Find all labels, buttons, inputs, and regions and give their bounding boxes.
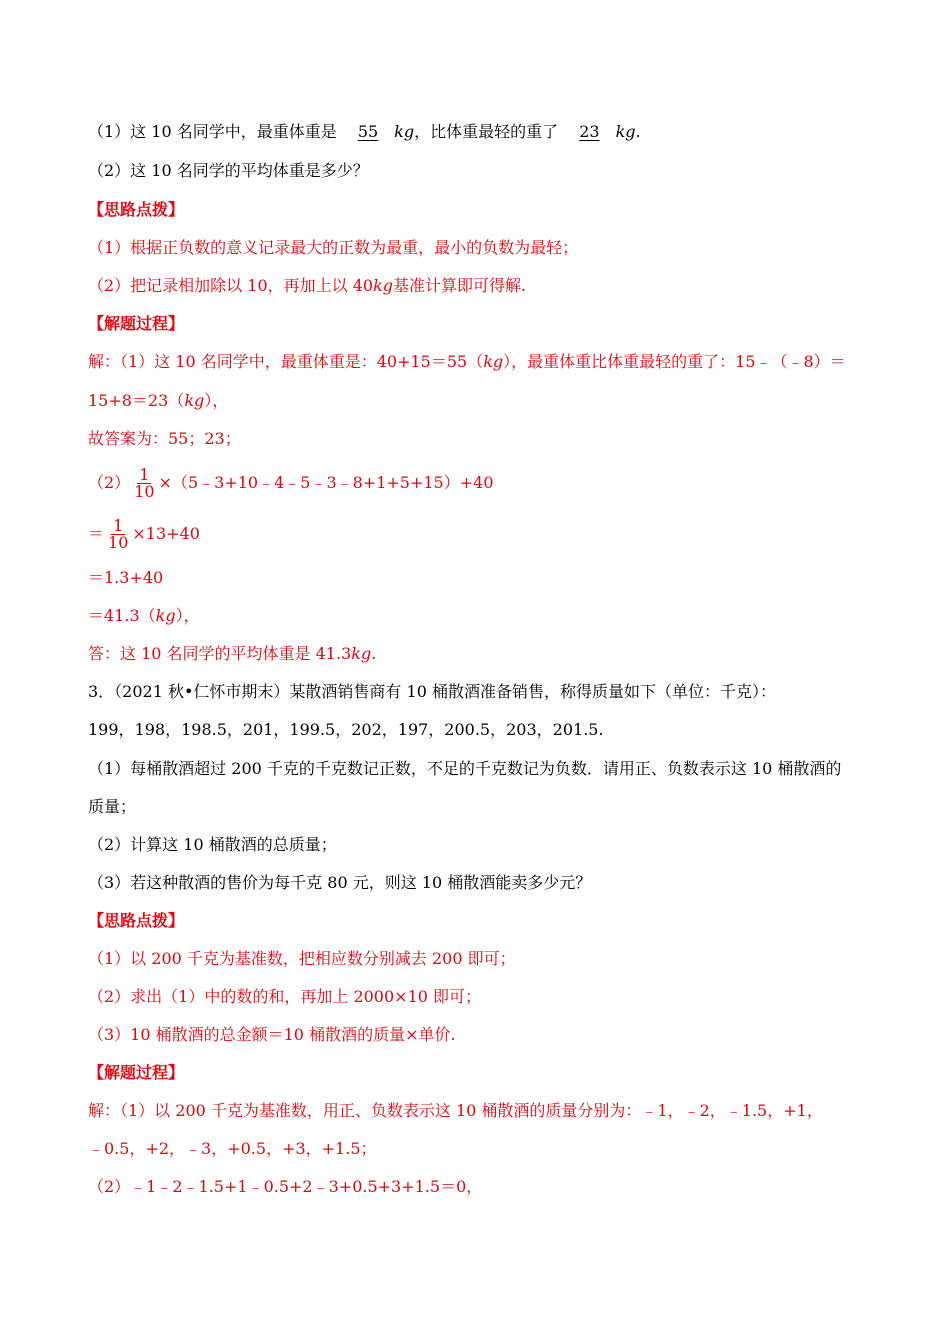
- q3-hint1: （1）以 200 千克为基准数，把相应数分别减去 200 即可；: [88, 949, 516, 968]
- q2-solution-line2: 15+8＝23（kg），: [88, 391, 229, 410]
- q3-solution-line2: ﹣0.5，+2，﹣3，+0.5，+3，+1.5；: [88, 1139, 377, 1158]
- q2-part2: （2）这 10 名同学的平均体重是多少？: [88, 161, 369, 180]
- q3-solution-line3: （2）﹣1﹣2﹣1.5+1﹣0.5+2﹣3+0.5+3+1.5＝0，: [88, 1177, 483, 1196]
- q2-solution-line1: 解：（1）这 10 名同学中，最重体重是：40+15＝55（kg），最重体重比体重最轻的重了：15﹣（﹣8）＝: [88, 352, 846, 371]
- q2-part1: （1）这 10 名同学中，最重体重是 55 kg，比体重最轻的重了 23 kg.: [88, 122, 641, 141]
- answer-blank-2: 23: [579, 122, 600, 141]
- q2-solution-line7: ＝41.3（kg），: [88, 606, 200, 625]
- q2-solution-title: 【解题过程】: [88, 314, 185, 333]
- q2-solution-line5: ＝ $\frac{1}{10}$ ×13+40: [88, 516, 200, 552]
- fraction-one-tenth-2: $\frac{1}{10}$: [108, 516, 129, 552]
- q3-title: 3．（2021 秋•仁怀市期末）某散酒销售商有 10 桶散酒准备销售，称得质量如下（单位：千克）：: [88, 682, 776, 701]
- q3-part1-line1: （1）每桶散酒超过 200 千克的千克数记正数，不足的千克数记为负数．请用正、负数表示这 10 桶散酒的: [88, 759, 842, 778]
- q3-solution-line1: 解：（1）以 200 千克为基准数，用正、负数表示这 10 桶散酒的质量分别为：﹣1，﹣2，﹣1.5，+1，: [88, 1101, 823, 1120]
- q2-solution-line4: （2） $\frac{1}{10}$ ×（5﹣3+10﹣4﹣5﹣3﹣8+1+5+15）+40: [88, 465, 494, 501]
- q2-solution-line3: 故答案为：55；23；: [88, 429, 241, 448]
- q2-hint2: （2）把记录相加除以 10，再加上以 40kg基准计算即可得解.: [88, 276, 527, 295]
- q3-data: 199，198，198.5，201，199.5，202，197，200.5，203，201.5.: [88, 720, 604, 739]
- q3-part1-line2: 质量；: [88, 797, 137, 816]
- q3-hint3: （3）10 桶散酒的总金额＝10 桶散酒的质量×单价.: [88, 1025, 456, 1044]
- q2-answer: 答：这 10 名同学的平均体重是 41.3kg.: [88, 644, 377, 663]
- q2-solution-line6: ＝1.3+40: [88, 568, 164, 587]
- q3-part3: （3）若这种散酒的售价为每千克 80 元，则这 10 桶散酒能卖多少元？: [88, 873, 592, 892]
- q3-hint-title: 【思路点拨】: [88, 911, 185, 930]
- q2-hint1: （1）根据正负数的意义记录最大的正数为最重，最小的负数为最轻；: [88, 238, 579, 257]
- q3-part2: （2）计算这 10 桶散酒的总质量；: [88, 835, 337, 854]
- answer-blank-1: 55: [357, 122, 379, 141]
- q3-hint2: （2）求出（1）中的数的和，再加上 2000×10 即可；: [88, 987, 482, 1006]
- fraction-one-tenth: $\frac{1}{10}$: [134, 465, 155, 501]
- q3-solution-title: 【解题过程】: [88, 1063, 185, 1082]
- q2-hint-title: 【思路点拨】: [88, 200, 185, 219]
